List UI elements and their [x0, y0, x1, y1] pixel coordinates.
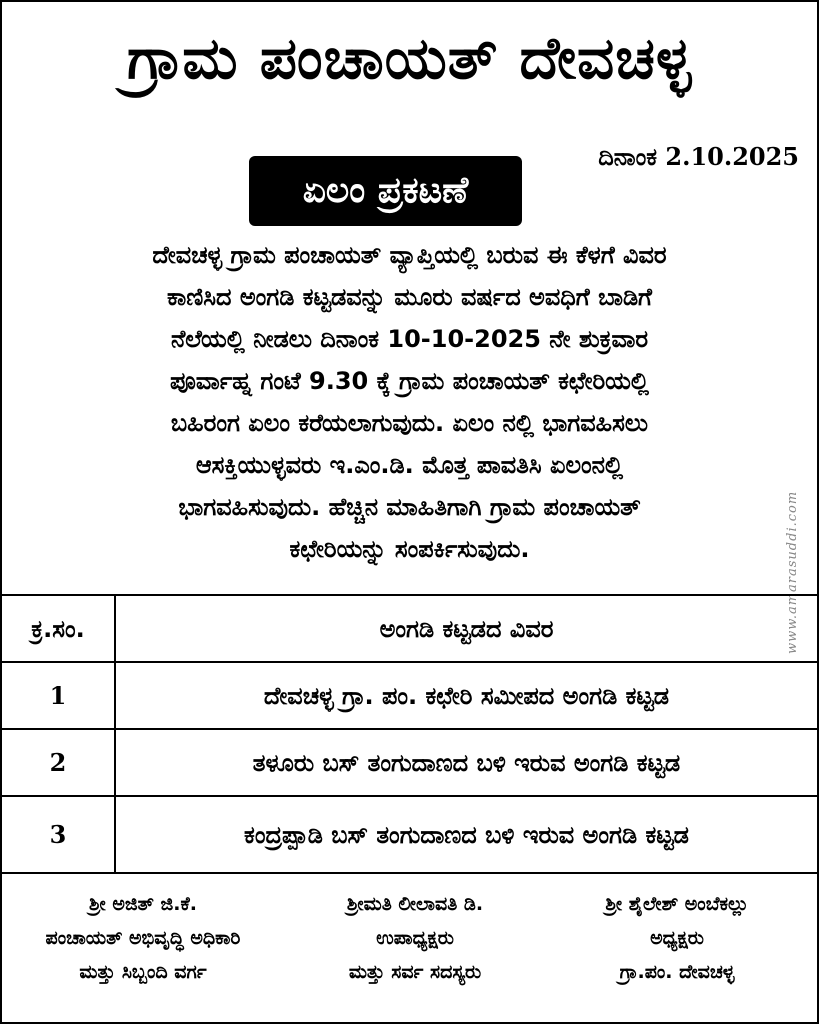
row-serial: 2	[49, 748, 67, 777]
body-line: ಪೂರ್ವಾಹ್ನ ಗಂಟೆ 9.30 ಕ್ಕೆ ಗ್ರಾಮ ಪಂಚಾಯತ್ ಕಛೇರಿಯಲ್ಲಿ	[170, 367, 649, 395]
row-serial: 1	[49, 681, 67, 710]
row-detail: ಕಂದ್ರಪ್ಪಾಡಿ ಬಸ್ ತಂಗುದಾಣದ ಬಳಿ ಇರುವ ಅಂಗಡಿ ಕಟ್ಟಡ	[244, 820, 689, 849]
date-label: ದಿನಾಂಕ	[598, 143, 658, 171]
signatory-name: ಶ್ರೀಮತಿ ಲೀಲಾವತಿ ಡಿ.	[346, 893, 484, 915]
website-watermark: www.amarasuddi.com	[785, 490, 800, 654]
row-detail: ತಳೂರು ಬಸ್ ತಂಗುದಾಣದ ಬಳಿ ಇರುವ ಅಂಗಡಿ ಕಟ್ಟಡ	[252, 748, 681, 777]
table-bottom-border	[2, 872, 817, 874]
header-serial: ಕ್ರ.ಸಂ.	[31, 614, 85, 643]
signatory-name: ಶ್ರೀ ಅಜಿತ್ ಜಿ.ಕೆ.	[89, 893, 197, 915]
body-line: ಭಾಗವಹಿಸುವುದು. ಹೆಚ್ಚಿನ ಮಾಹಿತಿಗಾಗಿ ಗ್ರಾಮ ಪಂಚಾಯತ್	[178, 493, 641, 521]
signatory-title: ಪಂಚಾಯತ್ ಅಭಿವೃದ್ಧಿ ಅಧಿಕಾರಿ	[45, 927, 241, 949]
body-line: ದೇವಚಳ್ಳ ಗ್ರಾಮ ಪಂಚಾಯತ್ ವ್ಯಾಪ್ತಿಯಲ್ಲಿ ಬರುವ ಈ ಕೆಳಗೆ ವಿವರ	[152, 241, 667, 269]
notice-body	[16, 234, 803, 570]
body-line: ಕಾಣಿಸಿದ ಅಂಗಡಿ ಕಟ್ಟಡವನ್ನು ಮೂರು ವರ್ಷದ ಅವಧಿಗೆ ಬಾಡಿಗೆ	[166, 283, 653, 311]
body-line: ಕಛೇರಿಯನ್ನು ಸಂಪರ್ಕಿಸುವುದು.	[289, 535, 530, 563]
signatory-name: ಶ್ರೀ ಶೈಲೇಶ್ ಅಂಬೆಕಲ್ಲು	[605, 893, 749, 915]
panchayat-title: ಗ್ರಾಮ ಪಂಚಾಯತ್ ದೇವಚಳ್ಳ	[126, 24, 693, 92]
auction-notice-badge: ಏಲಂ ಪ್ರಕಟಣೆ	[249, 156, 522, 226]
signatory-title: ಅಧ್ಯಕ್ಷರು	[650, 927, 704, 949]
row-serial: 3	[49, 820, 67, 849]
body-line: ಬಹಿರಂಗ ಏಲಂ ಕರೆಯಲಾಗುವುದು. ಏಲಂ ನಲ್ಲಿ ಭಾಗವಹಿಸಲು	[170, 409, 649, 437]
row-detail: ದೇವಚಳ್ಳ ಗ್ರಾ. ಪಂ. ಕಛೇರಿ ಸಮೀಪದ ಅಂಗಡಿ ಕಟ್ಟಡ	[263, 681, 670, 710]
notice-date	[598, 142, 799, 171]
signature-development-officer	[8, 887, 278, 989]
date-value: 2.10.2025	[665, 142, 799, 171]
header-detail: ಅಂಗಡಿ ಕಟ್ಟಡದ ವಿವರ	[379, 614, 554, 643]
body-line: ಆಸಕ್ತಿಯುಳ್ಳವರು ಇ.ಎಂ.ಡಿ. ಮೊತ್ತ ಪಾವತಿಸಿ ಏಲಂನಲ್ಲಿ	[195, 451, 624, 479]
body-line: ನೆಲೆಯಲ್ಲಿ ನೀಡಲು ದಿನಾಂಕ 10-10-2025 ನೇ ಶುಕ್ರವಾರ	[170, 325, 649, 353]
signatory-title: ಉಪಾಧ್ಯಕ್ಷರು	[376, 927, 454, 949]
signatory-title: ಗ್ರಾ.ಪಂ. ದೇವಚಳ್ಳ	[619, 961, 735, 983]
signature-president	[542, 887, 812, 989]
signatory-title: ಮತ್ತು ಸಿಬ್ಬಂದಿ ವರ್ಗ	[79, 961, 207, 983]
signature-vice-president	[280, 887, 550, 989]
signatory-title: ಮತ್ತು ಸರ್ವ ಸದಸ್ಯರು	[348, 961, 482, 983]
